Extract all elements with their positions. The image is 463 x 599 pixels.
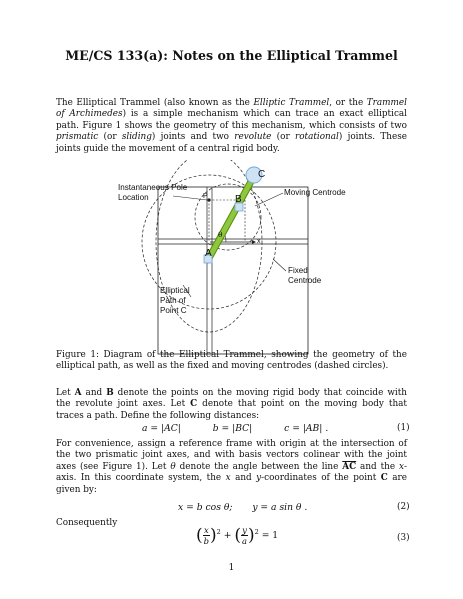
paragraph-frame: [56, 439, 407, 496]
point-a-symbol: A: [74, 388, 82, 398]
equation-3: [196, 525, 278, 551]
intro-text: ) joints and two: [151, 132, 235, 143]
equation-2: [178, 502, 307, 513]
equation-2-number: (2): [397, 502, 410, 512]
eq3-exponent: 2: [216, 527, 221, 536]
label-p: P: [203, 193, 208, 200]
eq1-term: a = |AC|: [142, 423, 181, 434]
fixed-centrode-label: Fixed: [288, 266, 308, 275]
body-text: and: [230, 473, 257, 484]
eq3-paren: ): [210, 525, 217, 546]
eq3-exponent: 2: [254, 527, 259, 536]
eq2-term: x = b cos θ;: [178, 502, 233, 513]
equation-1-number: (1): [397, 423, 410, 433]
label-c: C: [258, 169, 266, 180]
label-a: A: [205, 248, 212, 259]
page-title: ME/CS 133(a): Notes on the Elliptical Trammel: [65, 48, 398, 63]
intro-text: The Elliptical Trammel (also known as the: [56, 98, 254, 108]
point-c-symbol: C: [190, 399, 198, 410]
intro-text: , or the: [329, 98, 367, 108]
pole-label: Instantaneous Pole: [118, 183, 188, 192]
page-number: 1: [228, 563, 235, 573]
label-x: x: [257, 238, 261, 245]
body-text: denote the points on the moving rigid body that coincide with the revolute joint axes. Let: [56, 388, 407, 410]
eq3-numerator: y: [242, 525, 247, 535]
theta-symbol: θ: [170, 461, 176, 472]
eq3-paren: (: [234, 525, 241, 546]
fixed-centrode-label-2: Centrode: [288, 276, 322, 285]
point-b-symbol: B: [106, 388, 114, 398]
intro-text: rotational: [294, 132, 339, 143]
intro-paragraph: [56, 98, 407, 155]
x-symbol: x: [399, 461, 404, 472]
intro-text: ) joints. These joints guide the movement of a central rigid body.: [56, 132, 407, 154]
leader-line: [255, 193, 283, 206]
line-ac-symbol: $\overline{AC}$: [342, 461, 357, 472]
x-symbol: x: [225, 473, 231, 484]
eq3-equals: = 1: [261, 530, 279, 541]
intro-text: prismatic: [56, 132, 99, 143]
rigid-body-bar-fill: [208, 176, 254, 260]
body-text: denote that point on the moving body that traces a path. Define the following distances:: [56, 399, 407, 421]
eq3-numerator: x: [203, 525, 209, 535]
pole-label-2: Location: [118, 193, 149, 202]
intro-text: Elliptic Trammel: [253, 98, 330, 108]
x-axis-arrow: [252, 240, 256, 244]
body-text: -coordinates of the point: [261, 473, 381, 484]
eq3-fraction-y-a: [241, 525, 248, 546]
eq3-denominator: b: [203, 536, 210, 546]
body-text: denote the angle between the line: [175, 461, 343, 472]
intro-text: revolute: [234, 132, 272, 143]
eq3-plus: +: [223, 530, 232, 541]
eq1-term: b = |BC|: [212, 423, 253, 434]
moving-centrode-label: Moving Centrode: [284, 188, 346, 197]
eq3-paren: ): [247, 525, 255, 546]
intro-text: (or: [271, 132, 295, 143]
label-theta: θ: [218, 230, 223, 239]
elliptical-path-label-3: Point C: [160, 306, 187, 315]
point-c-symbol: C: [380, 473, 388, 484]
intro-text: (or: [98, 132, 122, 143]
elliptical-path-label-2: Path of: [160, 296, 186, 305]
trammel-figure: [118, 160, 363, 355]
eq3-paren: (: [196, 525, 203, 546]
intro-text: Trammel of Archimedes: [56, 98, 407, 120]
equation-1: [142, 423, 328, 434]
body-text: are given by:: [56, 473, 407, 495]
body-text: Let: [56, 388, 75, 398]
intro-text: ) is a simple mechanism which can trace an exact elliptical path. Figure 1 shows the geometry of this mechanism, which consists of two: [56, 109, 407, 131]
body-text: and the: [356, 461, 399, 472]
figure-caption: Figure 1: Diagram of the Elliptical Trammel, showing the geometry of the elliptical path, as well as the fixed and moving centrodes (dashed circles).: [56, 350, 407, 372]
label-b: B: [235, 194, 242, 205]
eq2-term: y = a sin θ .: [252, 502, 308, 513]
leader-line: [273, 259, 286, 271]
y-symbol: y: [256, 473, 262, 484]
paragraph-points: [56, 388, 407, 422]
elliptical-path-label: Elliptical: [160, 286, 190, 295]
eq3-fraction-x-b: [203, 525, 210, 546]
equation-3-number: (3): [397, 533, 410, 543]
eq3-denominator: a: [241, 536, 247, 546]
body-text: For convenience, assign a reference frame with origin at the intersection of the two prismatic joint axes, and with basis vectors colinear with the joint axes (see Figure 1). Let: [56, 439, 407, 472]
consequently-text: Consequently: [56, 518, 118, 528]
body-text: and: [81, 388, 107, 398]
eq1-term: c = |AB| .: [284, 423, 329, 434]
body-text: -axis. In this coordinate system, the: [56, 461, 407, 484]
intro-text: sliding: [121, 132, 152, 143]
